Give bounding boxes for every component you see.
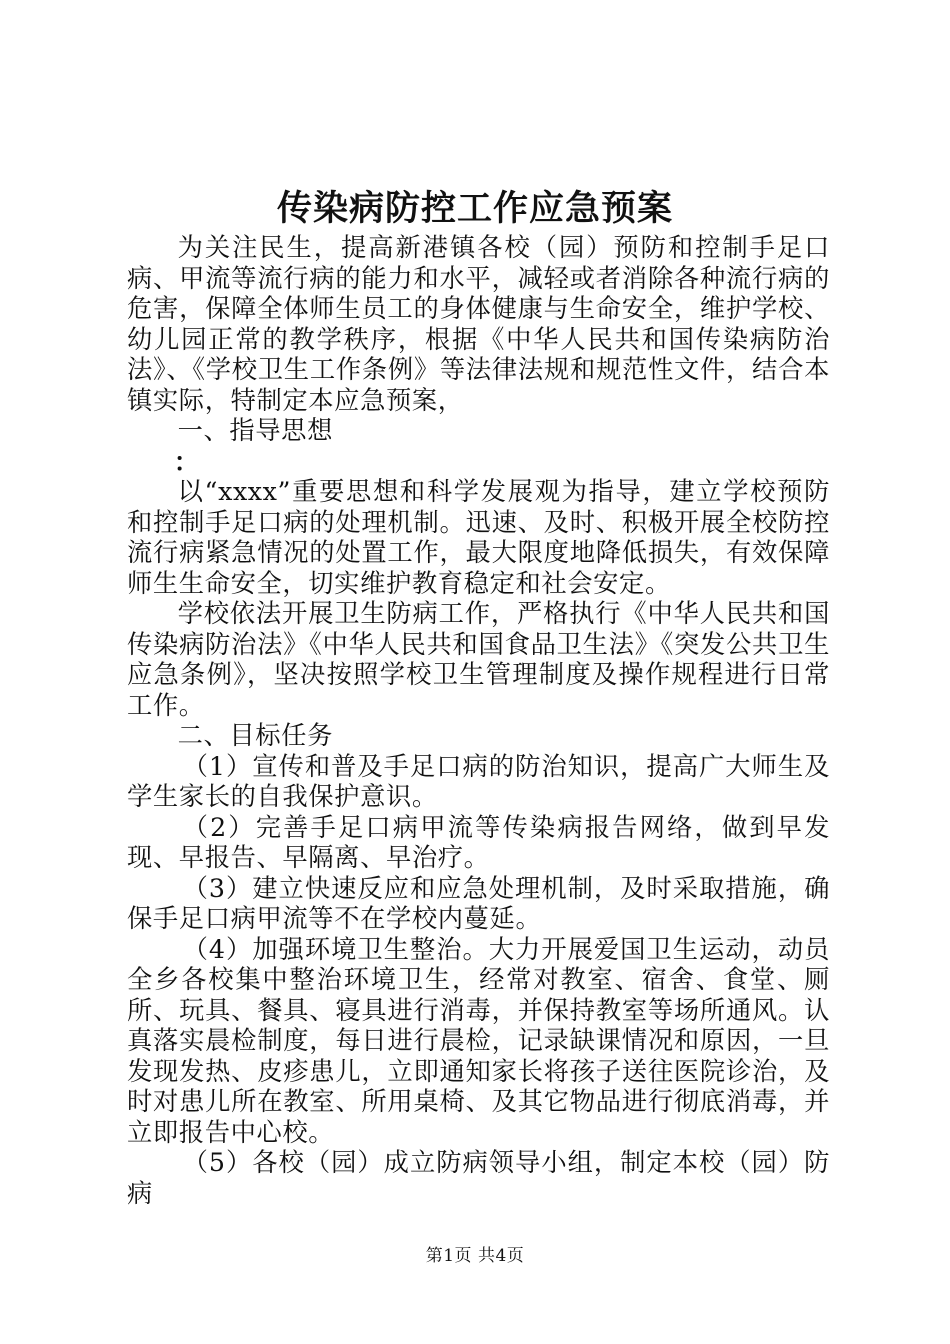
goal-item-3: （3）建立快速反应和应急处理机制，及时采取措施，确保手足口病甲流等不在学校内蔓延。 (127, 873, 830, 933)
goal-item-4: （4）加强环境卫生整治。大力开展爱国卫生运动，动员全乡各校集中整治环境卫生，经常对教室、宿舍、食堂、厕所、玩具、餐具、寝具进行消毒，并保持教室等场所通风。认真落实晨检制度，每日进行晨检，记录缺课情况和原因，一旦发现发热、皮疹患儿，立即通知家长将孩子送往医院诊治，及时对患儿所在教室、所用桌椅、及其它物品进行彻底消毒，并立即报告中心校。 (127, 934, 830, 1147)
document-title: 传染病防控工作应急预案 (276, 188, 673, 229)
intro-paragraph: 为关注民生，提高新港镇各校（园）预防和控制手足口病、甲流等流行病的能力和水平，减轻或者消除各种流行病的危害，保障全体师生员工的身体健康与生命安全，维护学校、幼儿园正常的教学秩序，根据《中华人民共和国传染病防治法》、《学校卫生工作条例》等法律法规和规范性文件，结合本镇实际，特制定本应急预案， (127, 233, 830, 415)
guiding-ideology-paragraph: 以“xxxx”重要思想和科学发展观为指导，建立学校预防和控制手足口病的处理机制。迅速、及时、积极开展全校防控流行病紧急情况的处置工作，最大限度地降低损失，有效保障师生生命安全，切实维护教育稳定和社会安定。 (127, 477, 830, 598)
law-compliance-paragraph: 学校依法开展卫生防病工作，严格执行《中华人民共和国传染病防治法》《中华人民共和国食品卫生法》《突发公共卫生应急条例》，坚决按照学校卫生管理制度及操作规程进行日常工作。 (127, 599, 830, 720)
goal-item-1: （1）宣传和普及手足口病的防治知识，提高广大师生及学生家长的自我保护意识。 (127, 751, 830, 811)
goal-item-5: （5）各校（园）成立防病领导小组，制定本校（园）防病 (127, 1148, 830, 1208)
page-footer: 第1页 共4页 (425, 1246, 525, 1266)
document-body (127, 233, 830, 1209)
section-heading-guiding-ideology: 一、指导思想 (177, 416, 333, 445)
colon-line: ： (173, 446, 200, 477)
goal-item-2: （2）完善手足口病甲流等传染病报告网络，做到早发现、早报告、早隔离、早治疗。 (127, 812, 830, 872)
section-heading-goals: 二、目标任务 (177, 721, 333, 750)
